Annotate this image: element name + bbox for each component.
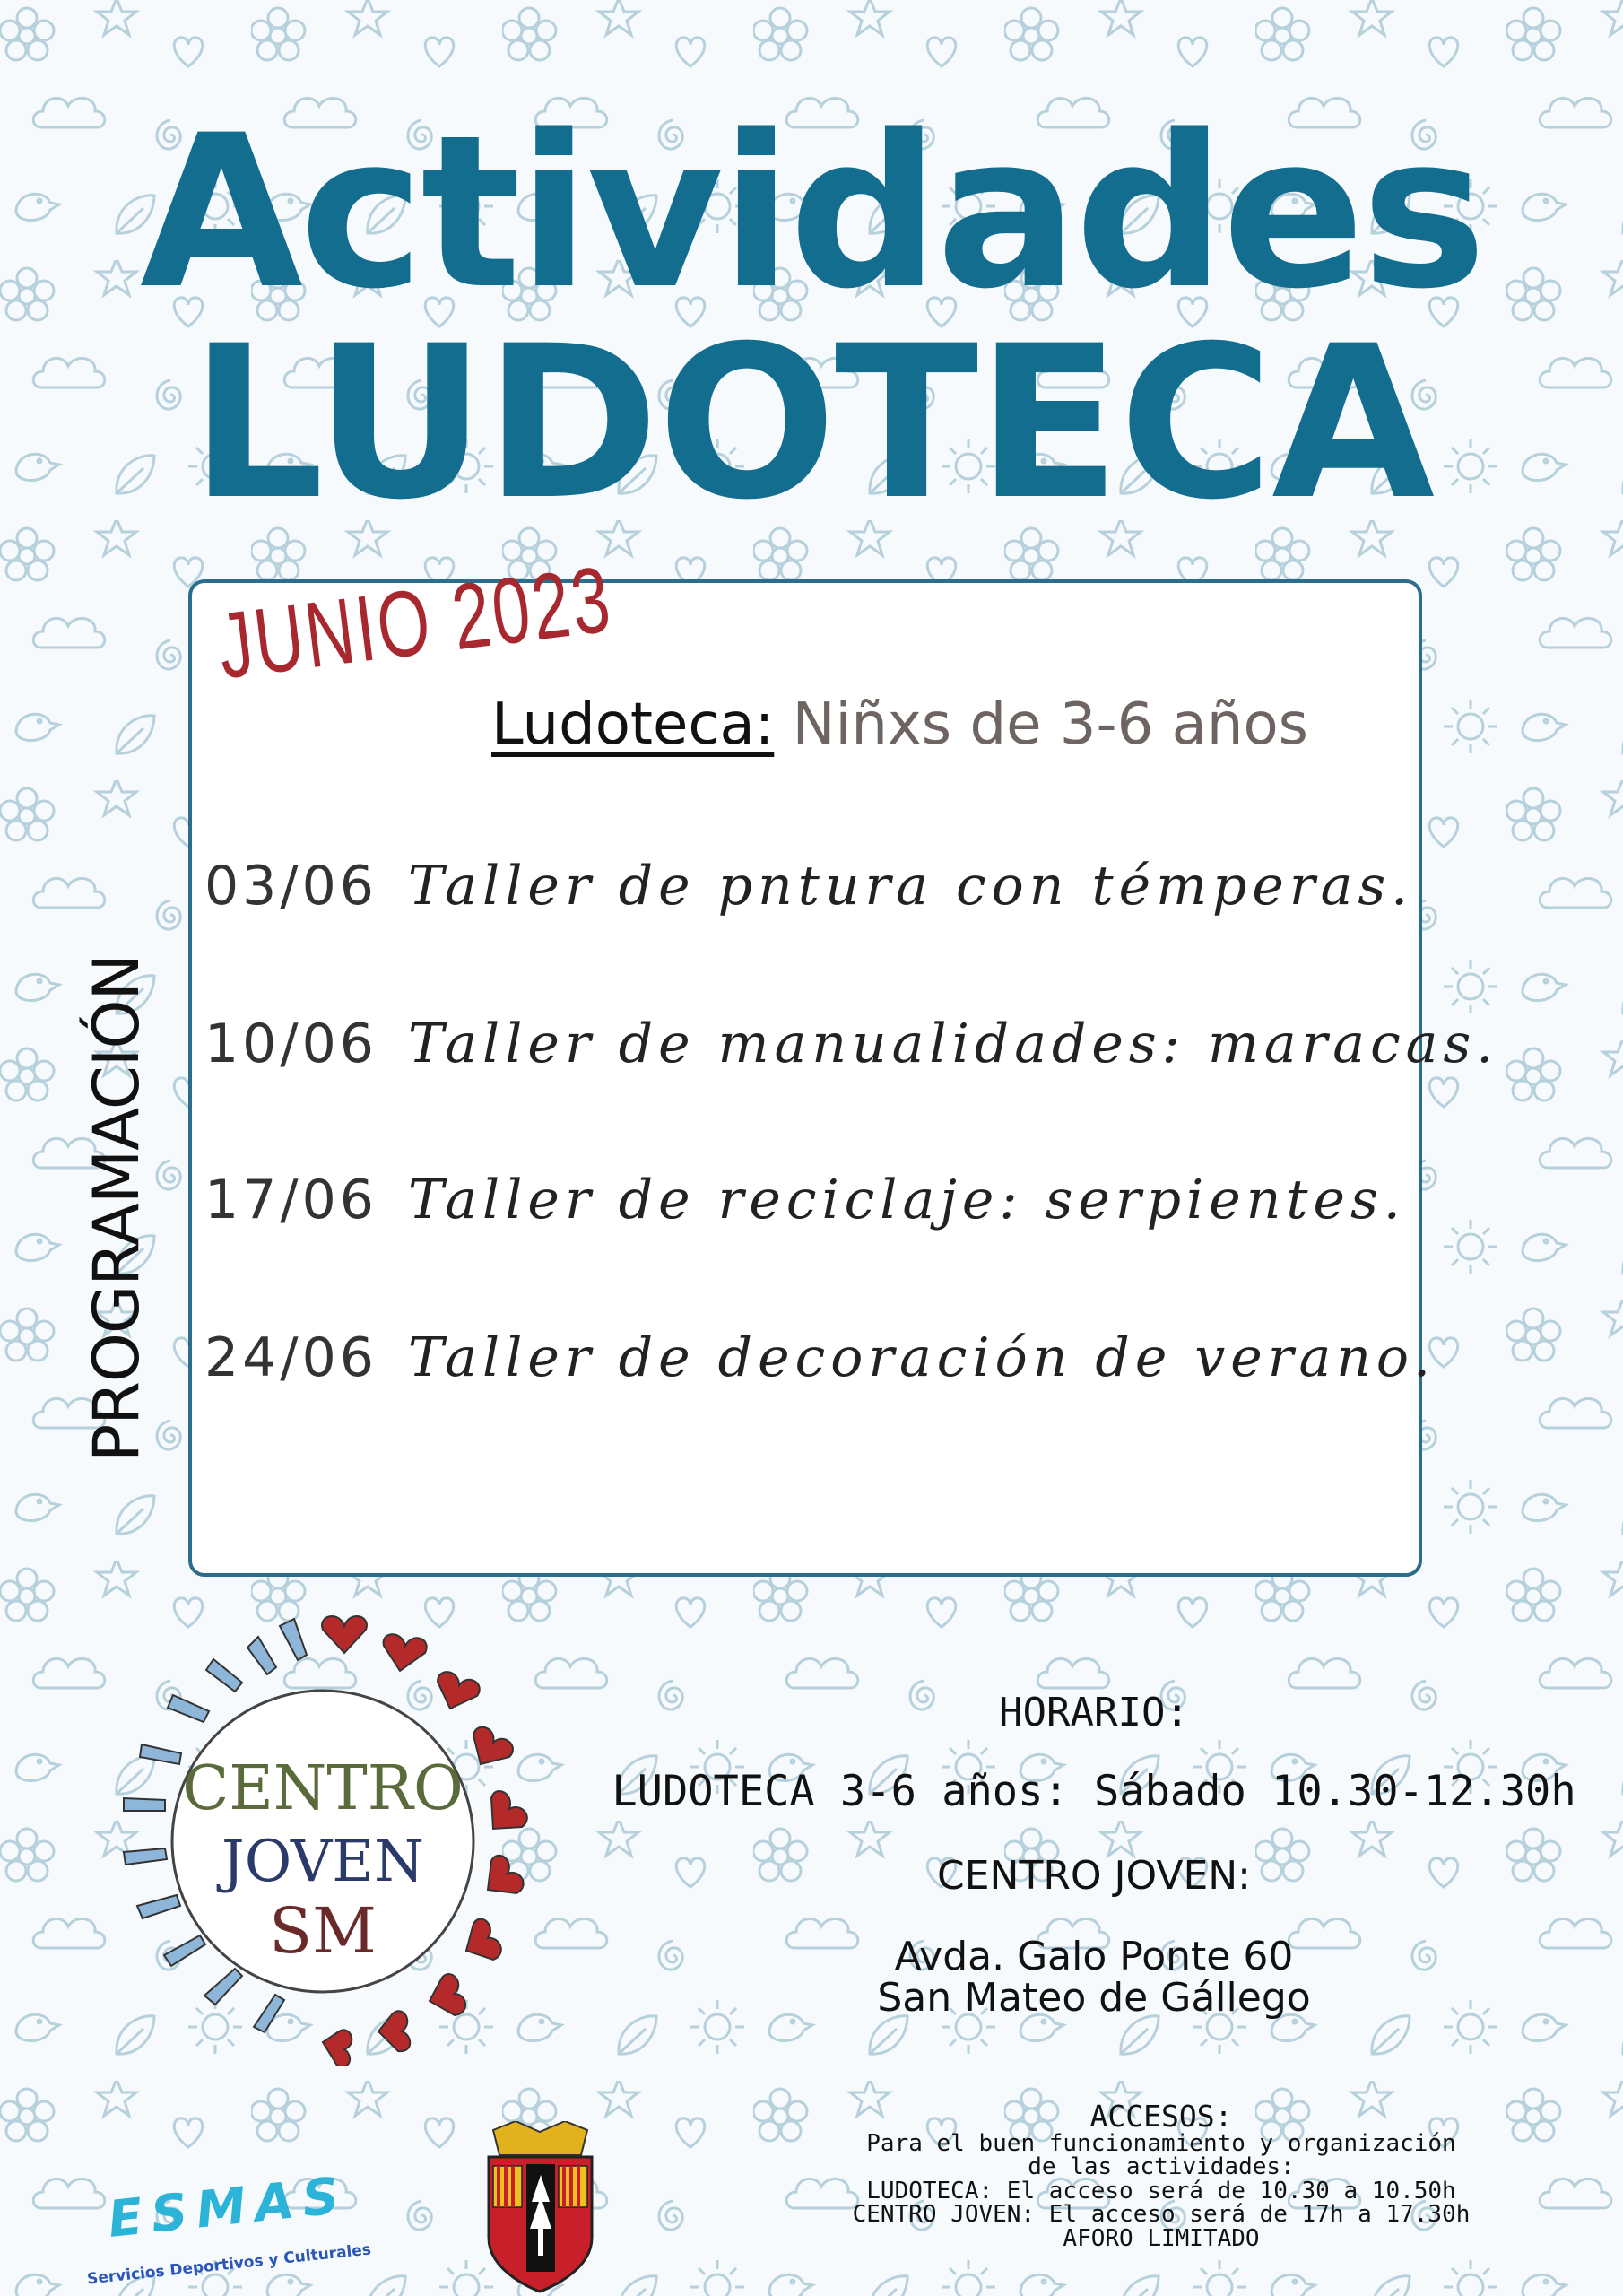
activity-item	[204, 855, 1414, 918]
horario-heading: HORARIO:	[999, 1690, 1189, 1735]
subtitle	[491, 691, 1308, 758]
centro-joven-heading: CENTRO JOVEN:	[937, 1853, 1251, 1899]
activity-text: Taller de reciclaje: serpientes.	[407, 1169, 1406, 1231]
accesos-line: LUDOTECA: El acceso será de 10.30 a 10.50h	[866, 2177, 1456, 2205]
centro-joven-logo	[88, 1610, 556, 2066]
activity-date: 24/06	[204, 1326, 378, 1389]
activity-date: 17/06	[204, 1169, 378, 1231]
subtitle-label: Ludoteca:	[491, 691, 775, 758]
activity-text: Taller de manualidades: maracas.	[407, 1013, 1499, 1075]
address-line-2: San Mateo de Gállego	[877, 1975, 1311, 2021]
activity-item	[204, 1169, 1406, 1231]
title-activities: Actividades	[139, 91, 1484, 335]
activity-item	[204, 1326, 1436, 1389]
title-ludoteca: LUDOTECA	[189, 301, 1434, 546]
accesos-line: AFORO LIMITADO	[1063, 2224, 1260, 2252]
accesos-heading: ACCESOS:	[1089, 2099, 1233, 2134]
coat-of-arms-icon	[466, 2121, 614, 2296]
accesos-block	[807, 2101, 1515, 2250]
subtitle-text: Niñxs de 3-6 años	[774, 691, 1308, 758]
logo-text-centro: CENTRO	[182, 1753, 464, 1824]
activity-text: Taller de decoración de verano.	[407, 1326, 1436, 1389]
logo-text-sm: SM	[269, 1894, 377, 1968]
accesos-line: de las actividades:	[1028, 2153, 1295, 2181]
accesos-line: CENTRO JOVEN: El acceso será de 17h a 17.30h	[852, 2201, 1471, 2229]
address-line-1: Avda. Galo Ponte 60	[894, 1934, 1294, 1979]
activity-item	[204, 1013, 1499, 1075]
side-label-programacion: PROGRAMACIÓN	[80, 954, 153, 1462]
logo-text-joven: JOVEN	[221, 1829, 424, 1895]
esmas-name: ESMAS	[105, 2166, 351, 2249]
accesos-line: Para el buen funcionamiento y organización	[866, 2129, 1456, 2157]
esmas-tagline: Servicios Deportivos y Culturales	[86, 2240, 372, 2289]
activity-date: 10/06	[204, 1013, 378, 1075]
esmas-logo	[72, 2161, 377, 2296]
activity-text: Taller de pntura con témperas.	[407, 855, 1414, 918]
month-label: JUNIO 2023	[213, 547, 618, 700]
horario-ludoteca: LUDOTECA 3-6 años: Sábado 10.30-12.30h	[612, 1767, 1576, 1816]
activity-date: 03/06	[204, 855, 378, 918]
